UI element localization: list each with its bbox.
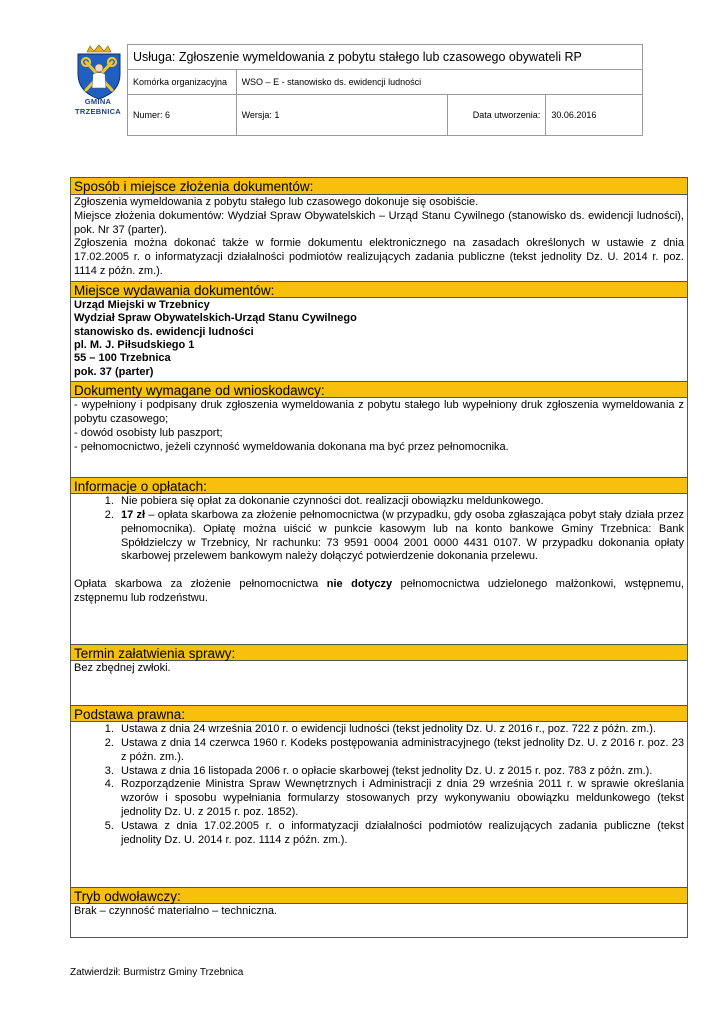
- section-body-deadline: [71, 661, 687, 705]
- created-label: Data utworzenia:: [447, 95, 546, 136]
- fee-description: – opłata skarbowa za złożenie pełnomocnictwa (w przypadku, gdy osoba zgłaszająca pobyt stały działa przez pełnomocnika). Opłatę można uiścić w punkcie kasowym lub na konto bankowe Gminy Trzebnica: Bank Spółdzielczy w Trzebnicy, Nr rachunku: 73 9591 0004 2001 0000 4431 0107. W przypadku dokonania opłaty skarbowej przelewem bankowym należy dołączyć potwierdzenie dokonania przelewu.: [121, 509, 684, 563]
- address-line: Urząd Miejski w Trzebnicy: [74, 298, 210, 311]
- submission-paragraph-3: Zgłoszenia można dokonać także w formie dokumentu elektronicznego na zasadach określonych w ustawie z dnia 17.02.2005 r. o informatyzacji działalności podmiotów realizujących zadania publiczne (tekst jednolity Dz. U. 2014 r. poz. 1114 z późn. zm.).: [74, 237, 684, 277]
- document-item: - wypełniony i podpisany druk zgłoszenia wymeldowania z pobytu stałego lub wypełniony druk zgłoszenia wymeldowania z pobytu czasowego;: [74, 399, 684, 426]
- fee-amount: 17 zł: [121, 509, 146, 522]
- address-line: Wydział Spraw Obywatelskich-Urząd Stanu Cywilnego: [74, 312, 357, 325]
- unit-label: Komórka organizacyjna: [128, 70, 237, 95]
- number-label: Numer: 6: [128, 95, 237, 136]
- fee-note-post: pełnomocnictwa udzielonego małżonkowi, wstępnemu, zstępnemu lub rodzeństwu.: [74, 578, 685, 604]
- section-body-documents: [71, 398, 687, 477]
- approval-footer: Zatwierdził: Burmistrz Gminy Trzebnica: [70, 967, 244, 978]
- service-card: [70, 177, 688, 938]
- section-body-issue-place: [71, 298, 687, 381]
- version-label: Wersja: 1: [236, 95, 447, 136]
- section-body-fees: [71, 494, 687, 644]
- section-header-submission: Sposób i miejsce złożenia dokumentów:: [71, 178, 687, 195]
- section-header-fees: Informacje o opłatach:: [71, 477, 687, 494]
- section-body-legal: [71, 722, 687, 887]
- fees-list: [74, 495, 684, 564]
- fee-note-emphasis: nie dotyczy: [326, 578, 393, 591]
- deadline-text: Bez zbędnej zwłoki.: [74, 662, 171, 675]
- submission-paragraph-1: Zgłoszenia wymeldowania z pobytu stałego lub czasowego dokonuje się osobiście.: [74, 196, 479, 208]
- address-line: pl. M. J. Piłsudskiego 1: [74, 339, 195, 351]
- logo-caption-line2: TRZEBNICA: [74, 107, 122, 116]
- document-item: - dowód osobisty lub paszport;: [74, 426, 223, 439]
- legal-list: [74, 723, 684, 847]
- appeal-text: Brak – czynność materialno – techniczna.: [74, 905, 277, 918]
- address-line: pok. 37 (parter): [74, 365, 154, 378]
- service-title: Usługa: Zgłoszenie wymeldowania z pobytu stałego lub czasowego obywateli RP: [128, 45, 643, 70]
- legal-item: 2. Ustawa z dnia 14 czerwca 1960 r. Kodeks postępowania administracyjnego (tekst jednolity Dz. U. z 2016 r. poz. 23 z późn. zm.).: [117, 737, 684, 765]
- address-line: stanowisko ds. ewidencji ludności: [74, 325, 254, 338]
- coat-of-arms-icon: [66, 44, 132, 100]
- legal-item: 1. Ustawa z dnia 24 września 2010 r. o ewidencji ludności (tekst jednolity Dz. U. z 2016 r., poz. 722 z późn. zm.).: [117, 723, 684, 737]
- section-header-appeal: Tryb odwoławczy:: [71, 887, 687, 904]
- legal-item: 3. Ustawa z dnia 16 listopada 2006 r. o opłacie skarbowej (tekst jednolity Dz. U. z 2015 r. poz. 783 z późn. zm.).: [117, 765, 684, 779]
- submission-paragraph-2: Miejsce złożenia dokumentów: Wydział Spraw Obywatelskich – Urząd Stanu Cywilnego (stanowisko ds. ewidencji ludności), pok. Nr 37 (parter).: [74, 209, 684, 236]
- fee-item-1: 1. Nie pobiera się opłat za dokonanie czynności dot. realizacji obowiązku meldunkowego.: [117, 495, 684, 509]
- section-header-issue-place: Miejsce wydawania dokumentów:: [71, 281, 687, 298]
- legal-item: 4. Rozporządzenie Ministra Spraw Wewnętrznych i Administracji z dnia 29 września 2011 r. w sprawie określania wzorów i sposobu wypełniania formularzy stosowanych przy wykonywaniu obowiązku meldunkowego (tekst jednolity Dz. U. z 2015 r. poz. 1852).: [117, 778, 684, 819]
- unit-value: WSO – E - stanowisko ds. ewidencji ludności: [236, 70, 642, 95]
- fee-item-2: [117, 509, 684, 564]
- fee-note-pre: Opłata skarbowa za złożenie pełnomocnictwa: [74, 578, 327, 591]
- document-item: - pełnomocnictwo, jeżeli czynność wymeldowania dokonana ma być przez pełnomocnika.: [74, 440, 509, 453]
- section-header-deadline: Termin załatwienia sprawy:: [71, 644, 687, 661]
- section-header-legal: Podstawa prawna:: [71, 705, 687, 722]
- section-body-submission: [71, 195, 687, 281]
- fee-note: [74, 578, 684, 606]
- legal-item: 5. Ustawa z dnia 17.02.2005 r. o informatyzacji działalności podmiotów realizujących zadania publiczne (tekst jednolity Dz. U. 2014 r. poz. 1114 z późn. zm.).: [117, 820, 684, 848]
- created-value: 30.06.2016: [546, 95, 643, 136]
- address-line: 55 – 100 Trzebnica: [74, 352, 171, 365]
- section-header-documents: Dokumenty wymagane od wnioskodawcy:: [71, 381, 687, 398]
- document-header-table: [127, 44, 643, 136]
- section-body-appeal: [71, 904, 687, 937]
- logo-caption-line1: GMINA: [84, 97, 112, 106]
